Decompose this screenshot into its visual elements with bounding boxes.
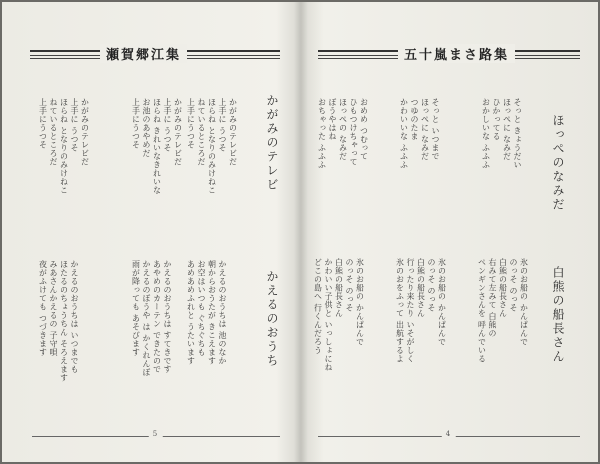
poem-stanza: 氷のお船の かんぱんで のっそ のっそ 白熊の船長さん かわいい子供と いっしょにね どこの島へ 行くんだろう	[313, 258, 365, 372]
poem-stanza: 氷のお船の かんぱんで のっそ のっそ 白熊の船長さん 行ったり来たり いそがしく 氷のおをふって 出航するよ	[395, 258, 447, 364]
left-page	[2, 2, 296, 462]
poem-title: かがみのテレビ	[265, 94, 279, 192]
right-page	[306, 2, 598, 462]
right-page-footer	[318, 430, 580, 444]
left-page-footer	[32, 430, 280, 444]
right-page-title: 五十嵐まさ路集	[398, 44, 515, 63]
book-spread	[2, 2, 598, 462]
poem-stanza: かがみのテレビだ 上手に うつそ ほらね となりのみけねこ ねているところだ 上手にうつそ	[38, 98, 90, 195]
poem-stanza: かえるのおうちは 池のなか 朝からおうたが きこえます お空はいつも ぐちぐちも あめあめふれと うたいます	[186, 260, 227, 366]
poem-stanza: 氷のお船の かんぱんで のっそ のっそ 白熊の船長さん 右みて左みて 白熊の ペンギンさんを 呼んでいる	[477, 258, 529, 364]
poem-stanza: そっと いつまで ほっぺに なみだ つゆのたま かわいいな ふふふ	[399, 98, 440, 170]
poem-stanza: おめめ つむって ひもつけちゃって ほっぺの なみだ ぼうやはね おちゃった ふふふ	[317, 98, 369, 170]
left-page-header	[30, 38, 280, 78]
page-number: 5	[149, 430, 163, 438]
poem-stanza: そっと きょうだい ほっぺに なみだ ひかってる おかしいな ふふふ	[481, 98, 522, 170]
poem-stanza: かがみのテレビだ 上手に うつそ ほらね となりのみけねこ ねているところだ 上手にうつそ	[186, 98, 238, 195]
poem-stanza: かえるのおうちは いつまでも ほたるのちょうちん そろえます みあさんかえるの 子守唄 夜がふけても つづきます	[38, 260, 79, 383]
poem-title: 白熊の船長さん	[551, 266, 565, 364]
page-number: 4	[442, 430, 456, 438]
right-page-header	[318, 38, 580, 78]
poem-title: かえるのおうち	[265, 270, 279, 368]
left-page-title: 瀬賀郷江集	[100, 44, 187, 63]
poem-stanza: かがみのテレビだ 上手に うつそ ほらね きれいなきれいな お池のあやめだ 上手にうつそ	[131, 98, 183, 195]
poem-title: ほっぺのなみだ	[551, 114, 565, 212]
poem-stanza: かえるのおうちは すてきです あやめのカーテン できたので かえるのぼうや は かくれんぼ 雨が降っても あそびます	[131, 260, 172, 377]
